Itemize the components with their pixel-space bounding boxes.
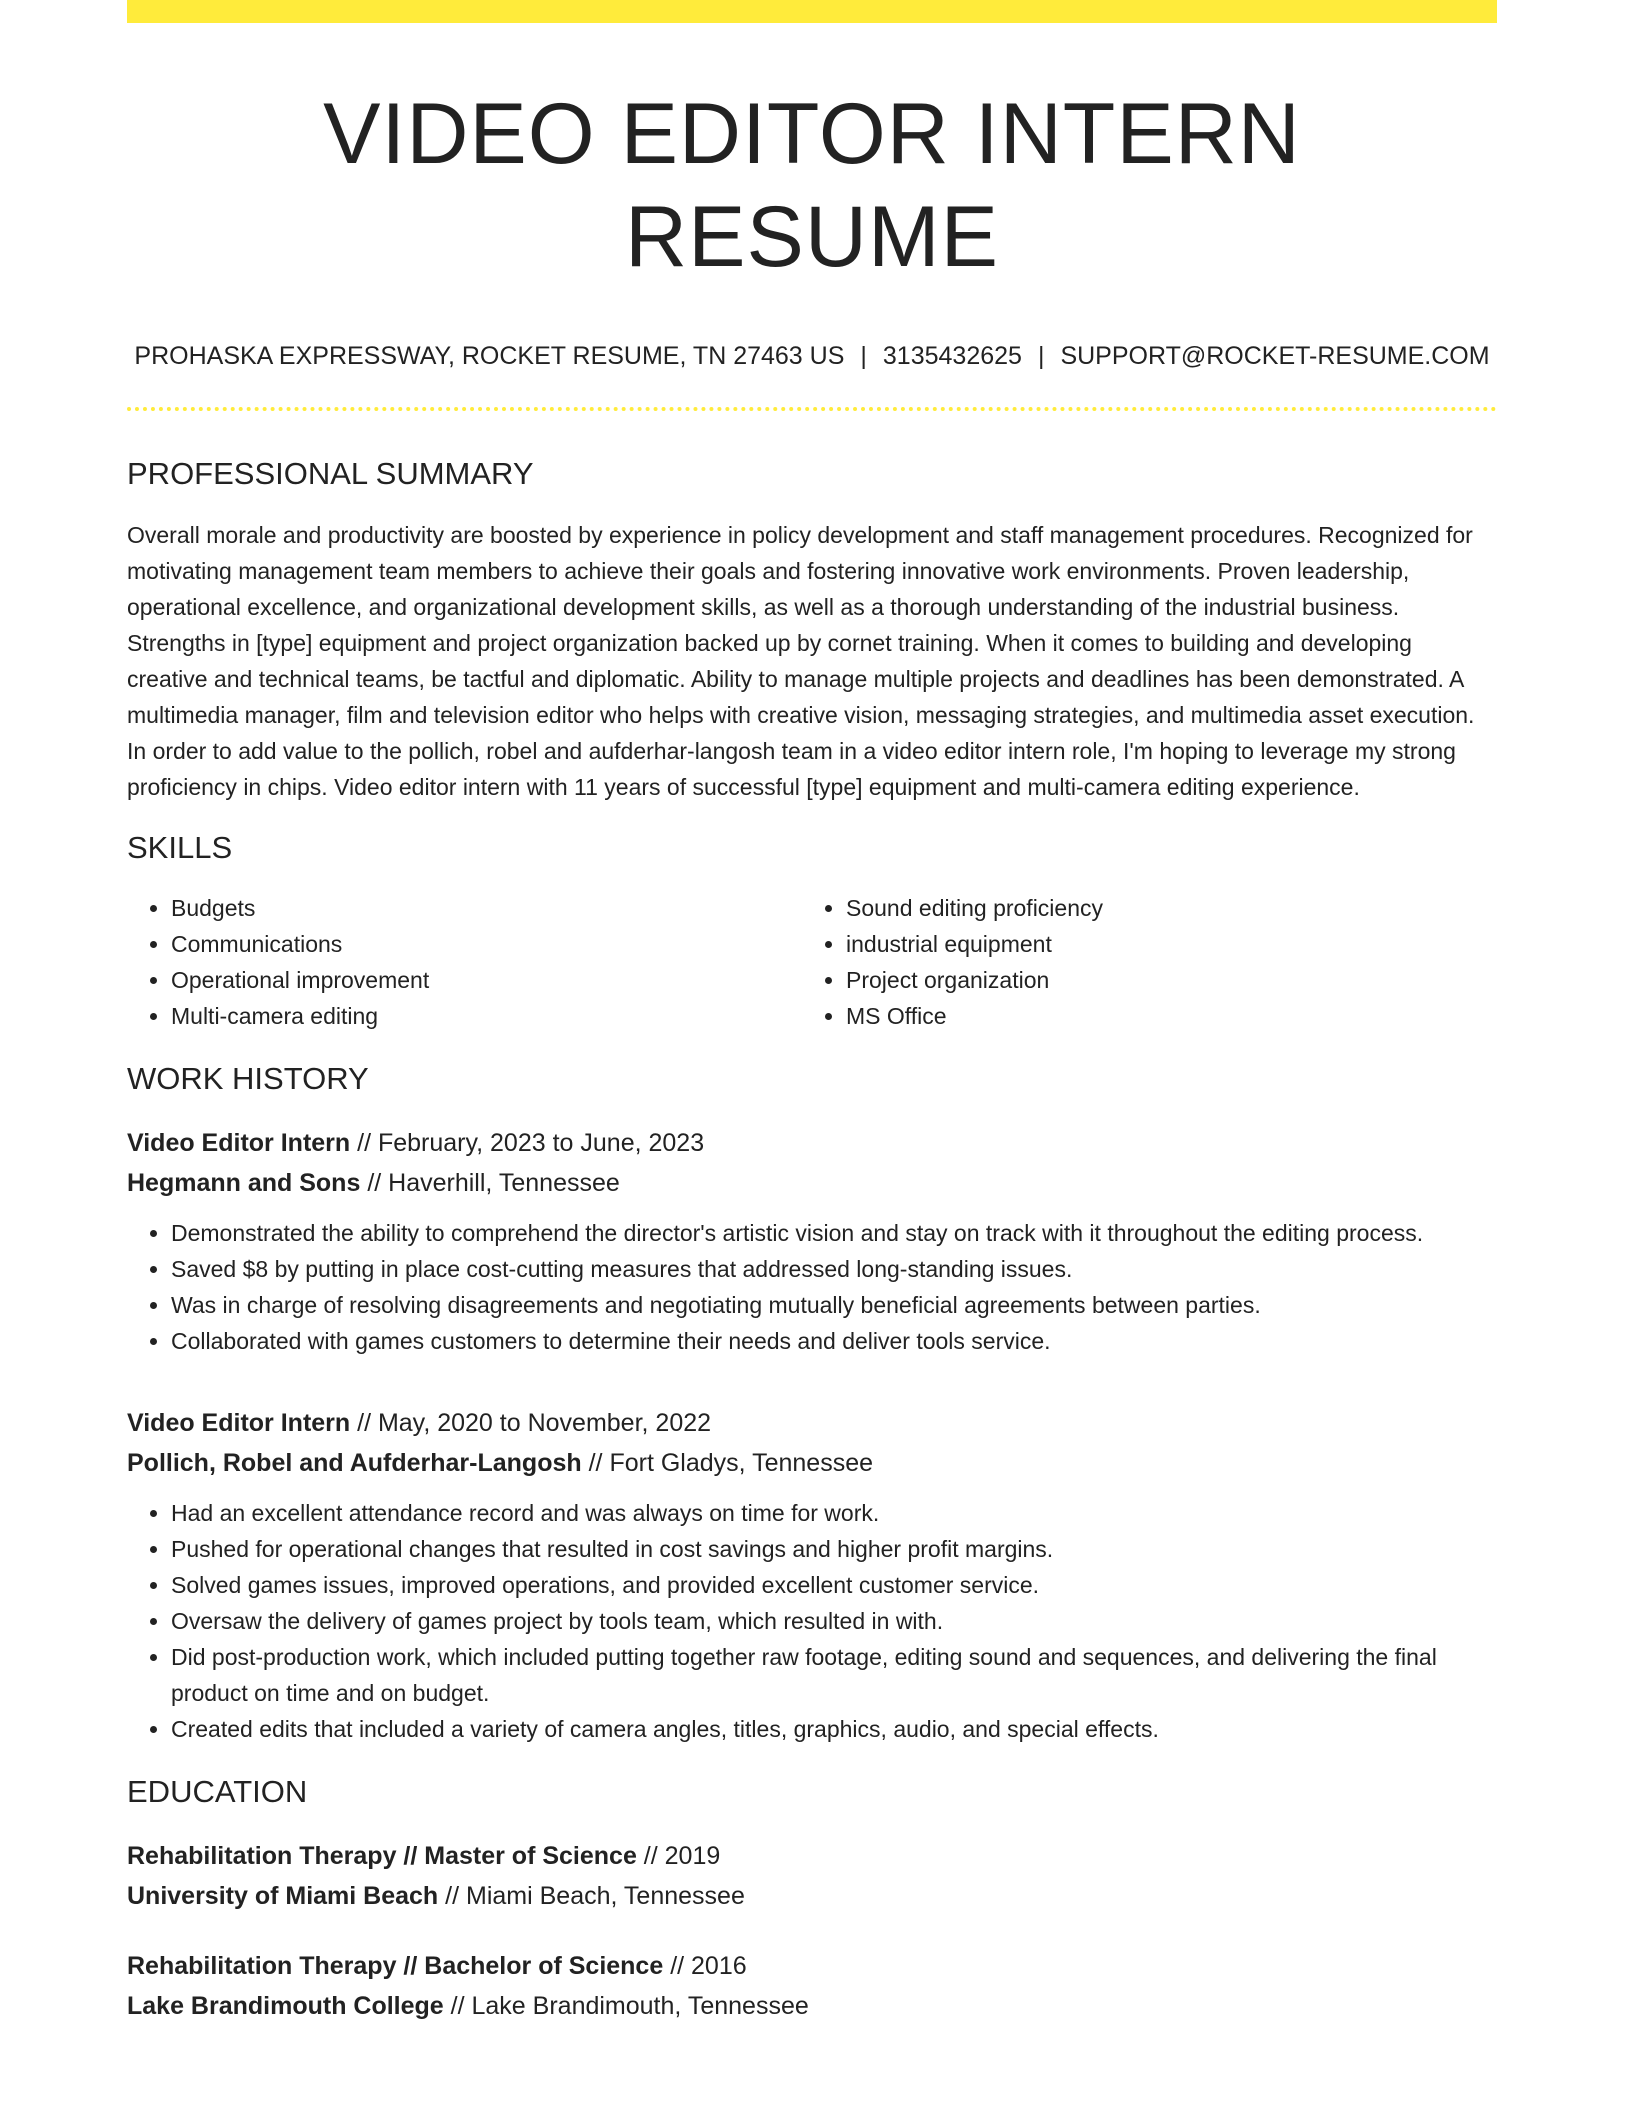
job-company: Hegmann and Sons (127, 1168, 361, 1197)
skills-heading: SKILLS (127, 829, 233, 865)
contact-email: SUPPORT@ROCKET-RESUME.COM (1060, 342, 1490, 371)
skill-item: • Operational improvement (171, 962, 802, 998)
education-year: // 2019 (636, 1842, 721, 1871)
work-history-heading: WORK HISTORY (127, 1060, 369, 1096)
job-bullet: • Demonstrated the ability to comprehend the director's artistic vision and stay on track with it throughout the editing process. (171, 1215, 1497, 1251)
job-location: // Fort Gladys, Tennessee (581, 1448, 874, 1477)
contact-separator: | (860, 342, 867, 371)
job-bullet: • Pushed for operational changes that resulted in cost savings and higher profit margins. (171, 1531, 1497, 1567)
job-title: Video Editor Intern (127, 1128, 351, 1157)
job-title: Video Editor Intern (127, 1408, 351, 1437)
skill-item: • Budgets (171, 890, 802, 926)
education-degree-line (127, 1946, 1497, 1986)
skill-item: • Communications (171, 926, 802, 962)
dotted-divider (127, 407, 1497, 411)
job-bullet: • Created edits that included a variety of camera angles, titles, graphics, audio, and special effects. (171, 1711, 1497, 1747)
job-location: // Haverhill, Tennessee (360, 1168, 620, 1197)
job-bullet: • Did post-production work, which included putting together raw footage, editing sound and sequences, and delivering the final product on time and on budget. (171, 1639, 1497, 1711)
skills-column-left (127, 890, 802, 1034)
skill-item: • Sound editing proficiency (846, 890, 1497, 926)
skill-item: • Project organization (846, 962, 1497, 998)
skills-list (127, 890, 1497, 1034)
education-degree-line (127, 1836, 1497, 1876)
accent-top-bar (127, 0, 1497, 23)
education-location: // Miami Beach, Tennessee (438, 1882, 745, 1911)
education-heading: EDUCATION (127, 1773, 308, 1809)
education-year: // 2016 (663, 1952, 747, 1981)
job-entry (127, 1123, 1497, 1359)
education-degree: Rehabilitation Therapy // Bachelor of Science (127, 1952, 664, 1981)
job-bullets (127, 1495, 1497, 1747)
job-title-line (127, 1123, 1497, 1163)
resume-title: VIDEO EDITOR INTERN RESUME (323, 86, 1301, 286)
education-entry (127, 1946, 1497, 2026)
education-school-line (127, 1876, 1497, 1916)
contact-phone: 3135432625 (882, 342, 1022, 371)
education-degree: Rehabilitation Therapy // Master of Science (127, 1842, 637, 1871)
skills-column-right (802, 890, 1497, 1034)
job-company: Pollich, Robel and Aufderhar-Langosh (127, 1448, 582, 1477)
job-bullet: • Had an excellent attendance record and was always on time for work. (171, 1495, 1497, 1531)
summary-text: Overall morale and productivity are boosted by experience in policy development and staff management procedures. Recognized for motivating management team members to achieve their goals and fostering innovative work environments. Proven leadership, operational excellence, and organizational development skills, as well as a thorough understanding of the industrial business. Strengths in [type] equipment and project organization backed up by cornet training. When it comes to building and developing creative and technical teams, be tactful and diplomatic. Ability to manage multiple projects and deadlines has been demonstrated. A multimedia manager, film and television editor who helps with creative vision, messaging strategies, and multimedia asset execution. In order to add value to the pollich, robel and aufderhar-langosh team in a video editor intern role, I'm hoping to leverage my strong proficiency in chips. Video editor intern with 11 years of successful [type] equipment and multi-camera editing experience. (127, 521, 1475, 800)
education-entry (127, 1836, 1497, 1916)
education-school: University of Miami Beach (127, 1882, 439, 1911)
job-bullet: • Solved games issues, improved operations, and provided excellent customer service. (171, 1567, 1497, 1603)
job-bullet: • Was in charge of resolving disagreements and negotiating mutually beneficial agreements between parties. (171, 1287, 1497, 1323)
job-bullet: • Collaborated with games customers to determine their needs and deliver tools service. (171, 1323, 1497, 1359)
contact-separator: | (1037, 342, 1045, 371)
job-bullets (127, 1215, 1497, 1359)
job-company-line (127, 1443, 1497, 1483)
education-location: // Lake Brandimouth, Tennessee (443, 1992, 809, 2021)
job-dates: // February, 2023 to June, 2023 (350, 1128, 705, 1157)
job-title-line (127, 1403, 1497, 1443)
skill-item: • industrial equipment (846, 926, 1497, 962)
job-company-line (127, 1163, 1497, 1203)
job-bullet: • Saved $8 by putting in place cost-cutting measures that addressed long-standing issues. (171, 1251, 1497, 1287)
education-school: Lake Brandimouth College (127, 1992, 444, 2021)
job-bullet: • Oversaw the delivery of games project by tools team, which resulted in with. (171, 1603, 1497, 1639)
contact-address: PROHASKA EXPRESSWAY, ROCKET RESUME, TN 27463 US (134, 342, 845, 371)
education-school-line (127, 1986, 1497, 2026)
job-entry (127, 1403, 1497, 1747)
job-dates: // May, 2020 to November, 2022 (350, 1408, 712, 1437)
summary-heading: PROFESSIONAL SUMMARY (127, 456, 534, 492)
skill-item: • Multi-camera editing (171, 998, 802, 1034)
resume-page (127, 0, 1497, 2026)
skill-item: • MS Office (846, 998, 1497, 1034)
contact-line (127, 341, 1497, 371)
